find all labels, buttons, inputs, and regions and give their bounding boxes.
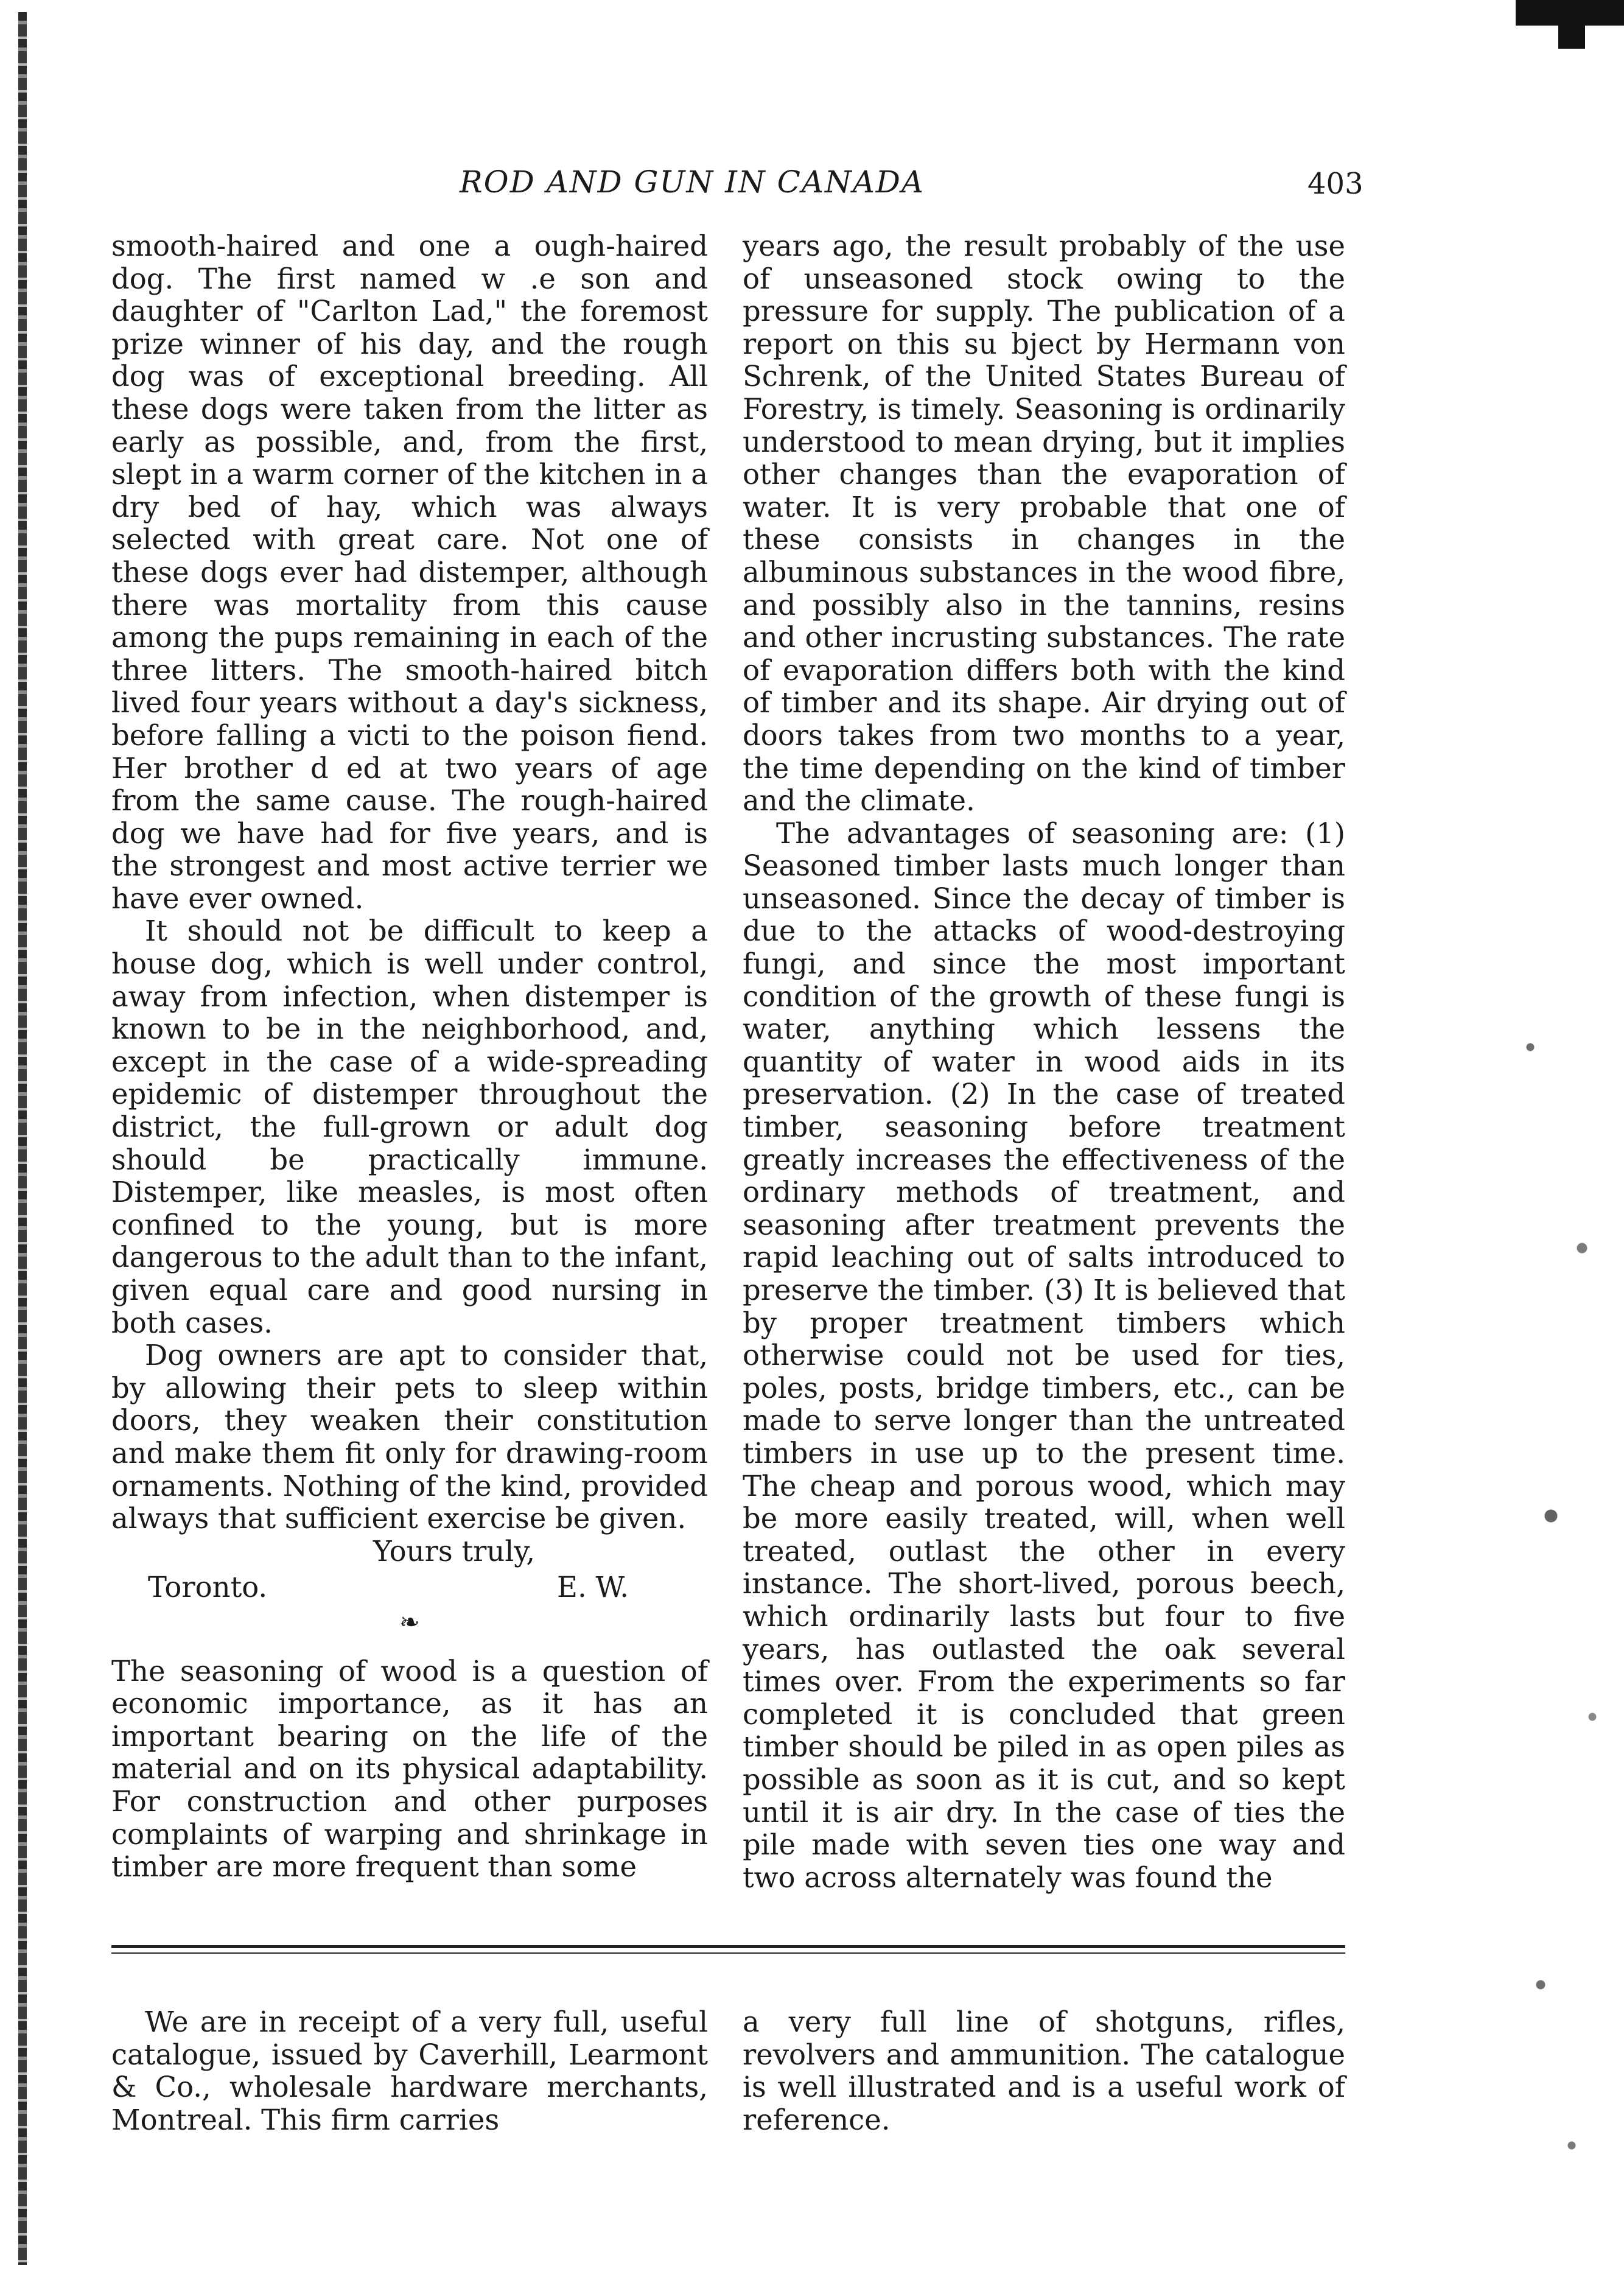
footer-right-column <box>743 2006 1345 2136</box>
footer-left-column <box>111 2006 708 2136</box>
signoff-initials: E. W. <box>557 1571 629 1604</box>
article-paragraph: Dog owners are apt to consider that, by allowing their pets to sleep within doors, they weaken their constitution and make them fit only for drawing-room ornaments. Nothing of the kind, provided always that sufficient exercise be given. <box>111 1339 708 1535</box>
running-title: ROD AND GUN IN CANADA <box>460 164 925 200</box>
signoff-closing: Yours truly, <box>373 1534 536 1568</box>
scan-edge-left <box>18 12 27 2265</box>
section-ornament: ❧ <box>399 1608 420 1636</box>
signoff-place: Toronto. <box>148 1571 268 1604</box>
section-divider-thin <box>111 1952 1345 1954</box>
scan-speckle-right <box>1510 913 1613 2253</box>
right-column <box>743 230 1345 1894</box>
article-paragraph: smooth-haired and one a ough-haired dog. The first named w .e son and daughter of "Carlton Lad," the foremost prize winner of his day, and the rough dog was of exceptional breeding. All these dogs were taken from the litter as early as possible, and, from the first, slept in a warm corner of the kitchen in a dry bed of hay, which was always selected with great care. Not one of these dogs ever had distemper, although there was mortality from this cause among the pups remaining in each of the three litters. The smooth-haired bitch lived four years without a day's sickness, before falling a victi to the poison fiend. Her brother d ed at two years of age from the same cause. The rough-haired dog we have had for five years, and is the strongest and most active terrier we have ever owned. <box>111 230 708 915</box>
left-column <box>111 230 708 1884</box>
article-paragraph: It should not be difficult to keep a house dog, which is well under control, away from infection, when distemper is known to be in the neighborhood, and, except in the case of a wide-spreading epidemic of distemper throughout the district, the full-grown or adult dog should be practically immune. Distemper, like measles, is most often confined to the young, but is more dangerous to the adult than to the infant, given equal care and good nursing in both cases. <box>111 914 708 1339</box>
article-paragraph: The advantages of seasoning are: (1) Seasoned timber lasts much longer than unseasoned. Since the decay of timber is due to the attacks of wood-destroying fungi, and since the most important condition of the growth of these fungi is water, anything which lessens the quantity of water in wood aids in its preservation. (2) In the case of treated timber, seasoning before treatment greatly increases the effectiveness of the ordinary methods of treatment, and seasoning after treatment prevents the rapid leaching out of salts introduced to preserve the timber. (3) It is believed that by proper treatment timbers which otherwise could not be used for ties, poles, posts, bridge timbers, etc., can be made to serve longer than the untreated timbers in use up to the present time. The cheap and porous wood, which may be more easily treated, will, when well treated, outlast the other in every instance. The short-lived, porous beech, which ordinarily lasts but four to five years, has outlasted the oak several times over. From the experiments so far completed it is concluded that green timber should be piled in as open piles as possible as soon as it is cut, and so kept until it is air dry. In the case of ties the pile made with seven ties one way and two across alternately was found the <box>743 816 1345 1894</box>
notice-paragraph: We are in receipt of a very full, useful catalogue, issued by Caverhill, Learmont & Co., wholesale hardware merchants, Montreal. This firm carries <box>111 2005 708 2136</box>
article-paragraph: The seasoning of wood is a question of economic importance, as it has an important bearing on the life of the material and on its physical adaptability. For construction and other purposes complaints of warping and shrinkage in timber are more frequent than some <box>111 1654 708 1884</box>
signoff-line <box>111 1571 708 1604</box>
article-paragraph: years ago, the result probably of the use of unseasoned stock owing to the pressure for supply. The publication of a report on this su bject by Hermann von Schrenk, of the United States Bureau of Forestry, is timely. Seasoning is ordinarily understood to mean drying, but it implies other changes than the evaporation of water. It is very probable that one of these consists in changes in the albuminous substances in the wood fibre, and possibly also in the tannins, resins and other incrusting substances. The rate of evaporation differs both with the kind of timber and its shape. Air drying out of doors takes from two months to a year, the time depending on the kind of timber and the climate. <box>743 230 1345 818</box>
page-header <box>0 164 1624 213</box>
notice-paragraph: a very full line of shotguns, rifles, revolvers and ammunition. The catalogue is well illustrated and is a useful work of reference. <box>743 2005 1345 2136</box>
section-divider <box>111 1945 1345 1948</box>
scan-mark-top-tab <box>1558 0 1585 49</box>
page-number: 403 <box>1307 167 1363 201</box>
